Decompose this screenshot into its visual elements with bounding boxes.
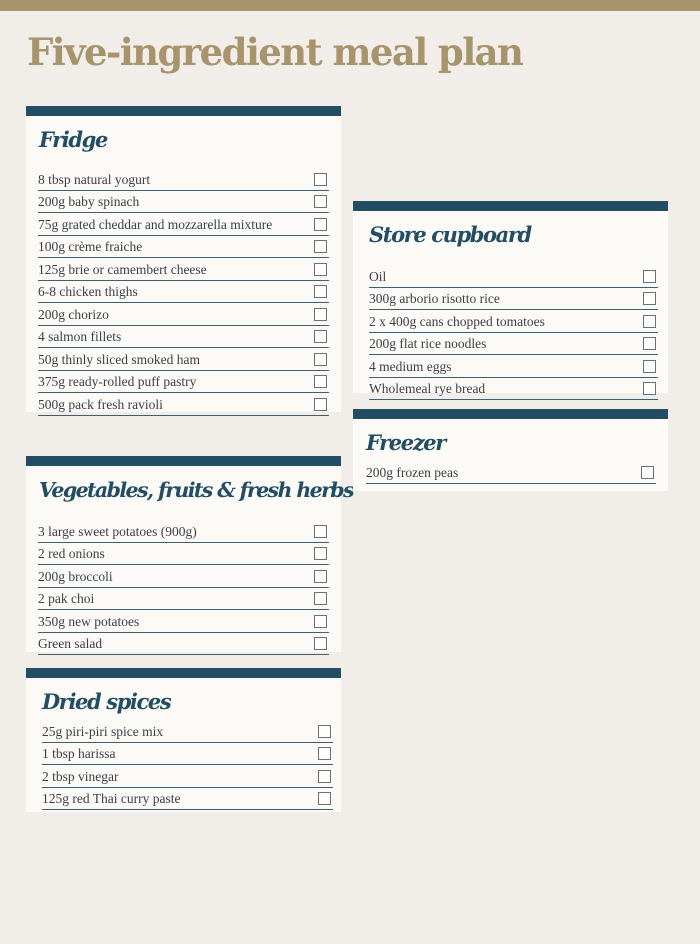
cupboard-item-label: Wholemeal rye bread [369, 381, 486, 396]
vegetables-item [38, 543, 329, 566]
top-accent-bar [0, 0, 700, 11]
vegetables-item-label: 2 pak choi [38, 591, 95, 606]
vegetables-item-checkbox[interactable] [314, 592, 327, 605]
vegetables-item-label: Green salad [38, 636, 103, 651]
vegetables-item [38, 520, 329, 543]
freezer-item-checkbox[interactable] [641, 466, 654, 479]
vegetables-item-label: 3 large sweet potatoes (900g) [38, 523, 197, 539]
fridge-list [38, 168, 329, 416]
spices-item-label: 25g piri-piri spice mix [42, 723, 164, 739]
cupboard-item-label: 4 medium eggs [369, 358, 452, 374]
spices-item-label: 125g red Thai curry paste [42, 791, 181, 806]
cupboard-card [353, 201, 668, 396]
cupboard-item-label: 2 x 400g cans chopped tomatoes [369, 313, 545, 329]
freezer-list [366, 461, 656, 484]
fridge-item-checkbox[interactable] [314, 330, 327, 343]
freezer-item [366, 461, 656, 484]
fridge-item-label: 200g chorizo [38, 306, 109, 322]
freezer-card [353, 409, 668, 491]
cupboard-item-checkbox[interactable] [643, 360, 656, 373]
vegetables-item [38, 565, 329, 588]
fridge-item [38, 281, 329, 304]
fridge-item-label: 500g pack fresh ravioli [38, 396, 163, 412]
vegetables-item-label: 350g new potatoes [38, 613, 140, 629]
fridge-item-label: 375g ready-rolled puff pastry [38, 374, 197, 389]
cupboard-item-checkbox[interactable] [643, 315, 656, 328]
fridge-item-checkbox[interactable] [314, 173, 327, 186]
fridge-item [38, 258, 329, 281]
cupboard-list [369, 265, 658, 400]
fridge-item [38, 191, 329, 214]
spices-title: Dried spices [42, 689, 171, 714]
fridge-item-checkbox[interactable] [314, 263, 327, 276]
vegetables-item [38, 610, 329, 633]
cupboard-item [369, 355, 658, 378]
vegetables-title: Vegetables, fruits & fresh herbs [39, 478, 353, 502]
vegetables-item-checkbox[interactable] [314, 615, 327, 628]
page-title: Five-ingredient meal plan [27, 30, 523, 74]
cupboard-item [369, 333, 658, 356]
cupboard-title: Store cupboard [369, 222, 531, 247]
cupboard-item-label: 200g flat rice noodles [369, 336, 487, 351]
fridge-item [38, 371, 329, 394]
spices-item-label: 2 tbsp vinegar [42, 768, 119, 784]
spices-item-checkbox[interactable] [318, 747, 331, 760]
spices-item-checkbox[interactable] [318, 792, 331, 805]
fridge-title: Fridge [39, 127, 107, 152]
fridge-item-label: 75g grated cheddar and mozzarella mixture [38, 216, 273, 232]
fridge-item-label: 8 tbsp natural yogurt [38, 171, 151, 187]
fridge-item-label: 4 salmon fillets [38, 329, 122, 344]
freezer-item-label: 200g frozen peas [366, 464, 459, 480]
fridge-item-checkbox[interactable] [314, 195, 327, 208]
spices-item-checkbox[interactable] [318, 770, 331, 783]
freezer-title: Freezer [366, 430, 445, 455]
fridge-item [38, 236, 329, 259]
vegetables-item-checkbox[interactable] [314, 547, 327, 560]
vegetables-item-checkbox[interactable] [314, 637, 327, 650]
cupboard-item [369, 310, 658, 333]
fridge-item [38, 348, 329, 371]
spices-card [26, 668, 341, 812]
spices-item [42, 743, 333, 766]
vegetables-item-checkbox[interactable] [314, 525, 327, 538]
spices-list [42, 720, 333, 810]
fridge-card [26, 106, 341, 412]
fridge-item [38, 393, 329, 416]
cupboard-item [369, 288, 658, 311]
cupboard-item-checkbox[interactable] [643, 337, 656, 350]
fridge-item [38, 326, 329, 349]
fridge-item-checkbox[interactable] [314, 308, 327, 321]
fridge-item-label: 100g crème fraiche [38, 239, 143, 254]
cupboard-item-checkbox[interactable] [643, 292, 656, 305]
vegetables-item-label: 2 red onions [38, 546, 105, 561]
cupboard-item-label: Oil [369, 268, 387, 284]
fridge-item-label: 6-8 chicken thighs [38, 284, 138, 299]
cupboard-item-label: 300g arborio risotto rice [369, 291, 500, 306]
cupboard-item [369, 265, 658, 288]
cupboard-item-checkbox[interactable] [643, 382, 656, 395]
fridge-item [38, 303, 329, 326]
vegetables-item-label: 200g broccoli [38, 568, 113, 584]
fridge-item-checkbox[interactable] [314, 398, 327, 411]
fridge-item-checkbox[interactable] [314, 218, 327, 231]
fridge-item-checkbox[interactable] [314, 375, 327, 388]
spices-item-checkbox[interactable] [318, 725, 331, 738]
vegetables-card [26, 456, 353, 652]
fridge-item-label: 50g thinly sliced smoked ham [38, 351, 200, 367]
cupboard-item [369, 378, 658, 401]
fridge-item [38, 213, 329, 236]
vegetables-item-checkbox[interactable] [314, 570, 327, 583]
cupboard-item-checkbox[interactable] [643, 270, 656, 283]
spices-item [42, 720, 333, 743]
fridge-item [38, 168, 329, 191]
vegetables-item [38, 633, 329, 656]
vegetables-item [38, 588, 329, 611]
fridge-item-checkbox[interactable] [314, 285, 327, 298]
fridge-item-label: 200g baby spinach [38, 194, 140, 209]
spices-item [42, 788, 333, 811]
fridge-item-checkbox[interactable] [314, 353, 327, 366]
spices-item [42, 765, 333, 788]
vegetables-list [38, 520, 329, 655]
fridge-item-label: 125g brie or camembert cheese [38, 261, 207, 277]
spices-item-label: 1 tbsp harissa [42, 746, 116, 761]
fridge-item-checkbox[interactable] [314, 240, 327, 253]
